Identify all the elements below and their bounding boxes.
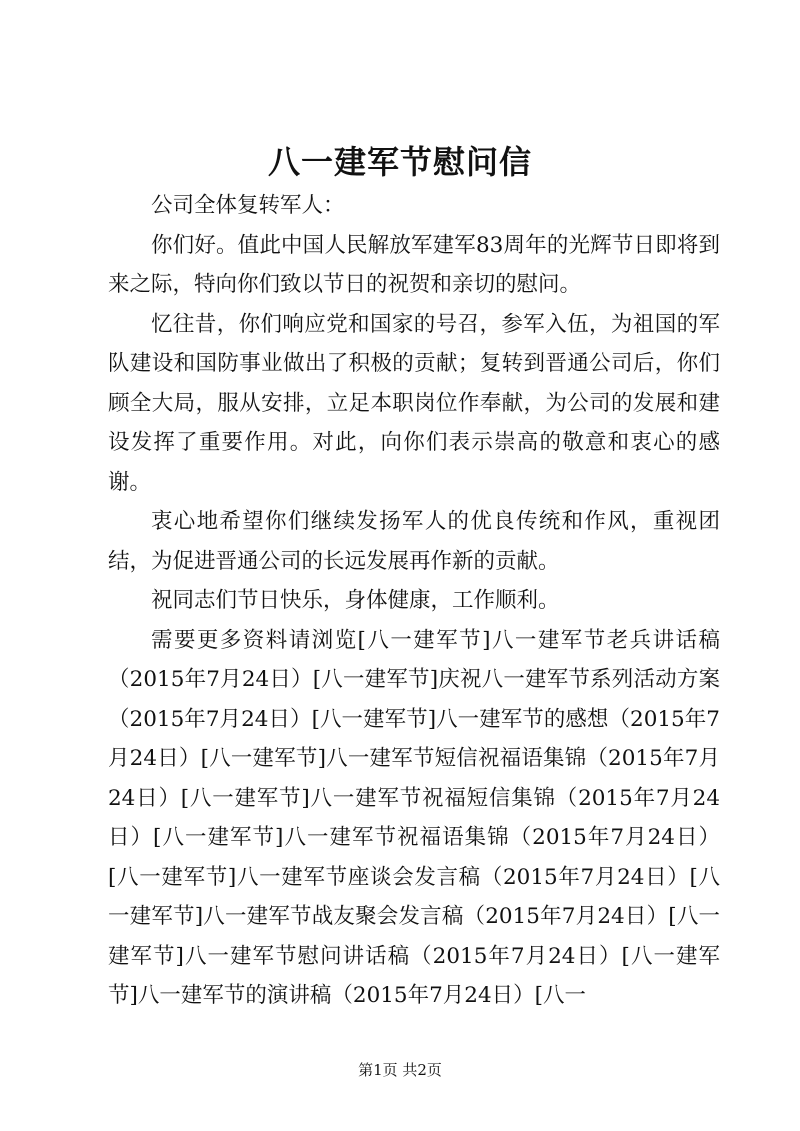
more-resources-paragraph: 需要更多资料请浏览[八一建军节]八一建军节老兵讲话稿（2015年7月24日）[八一建军节]庆祝八一建军节系列活动方案（2015年7月24日）[八一建军节]八一建军节的感想（2015年7月24日）[八一建军节]八一建军节短信祝福语集锦（2015年7月24日）[八一建军节]八一建军节祝福短信集锦（2015年7月24日）[八一建军节]八一建军节祝福语集锦（2015年7月24日）[八一建军节]八一建军节座谈会发言稿（2015年7月24日）[八一建军节]八一建军节战友聚会发言稿（2015年7月24日）[八一建军节]八一建军节慰问讲话稿（2015年7月24日）[八一建军节]八一建军节的演讲稿（2015年7月24日）[八一 [108,627,720,1008]
recollection-paragraph: 忆往昔，你们响应党和国家的号召，参军入伍，为祖国的军队建设和国防事业做出了积极的贡献；复转到晋通公司后，你们顾全大局，服从安排，立足本职岗位作奉献，为公司的发展和建设发挥了重要作用。对此，向你们表示崇高的敬意和衷心的感谢。 [108,311,720,495]
greeting-paragraph: 你们好。值此中国人民解放军建军83周年的光辉节日即将到来之际，特向你们致以节日的祝贺和亲切的慰问。 [108,232,720,297]
page-number-footer: 第1页 共2页 [358,1061,442,1079]
salutation-paragraph: 公司全体复转军人： [151,193,345,218]
wishes-paragraph: 祝同志们节日快乐，身体健康，工作顺利。 [151,588,560,613]
hope-paragraph: 衷心地希望你们继续发扬军人的优良传统和作风，重视团结，为促进晋通公司的长远发展再作新的贡献。 [108,509,720,574]
document-body [108,186,720,1016]
document-title: 八一建军节慰问信 [267,143,532,181]
